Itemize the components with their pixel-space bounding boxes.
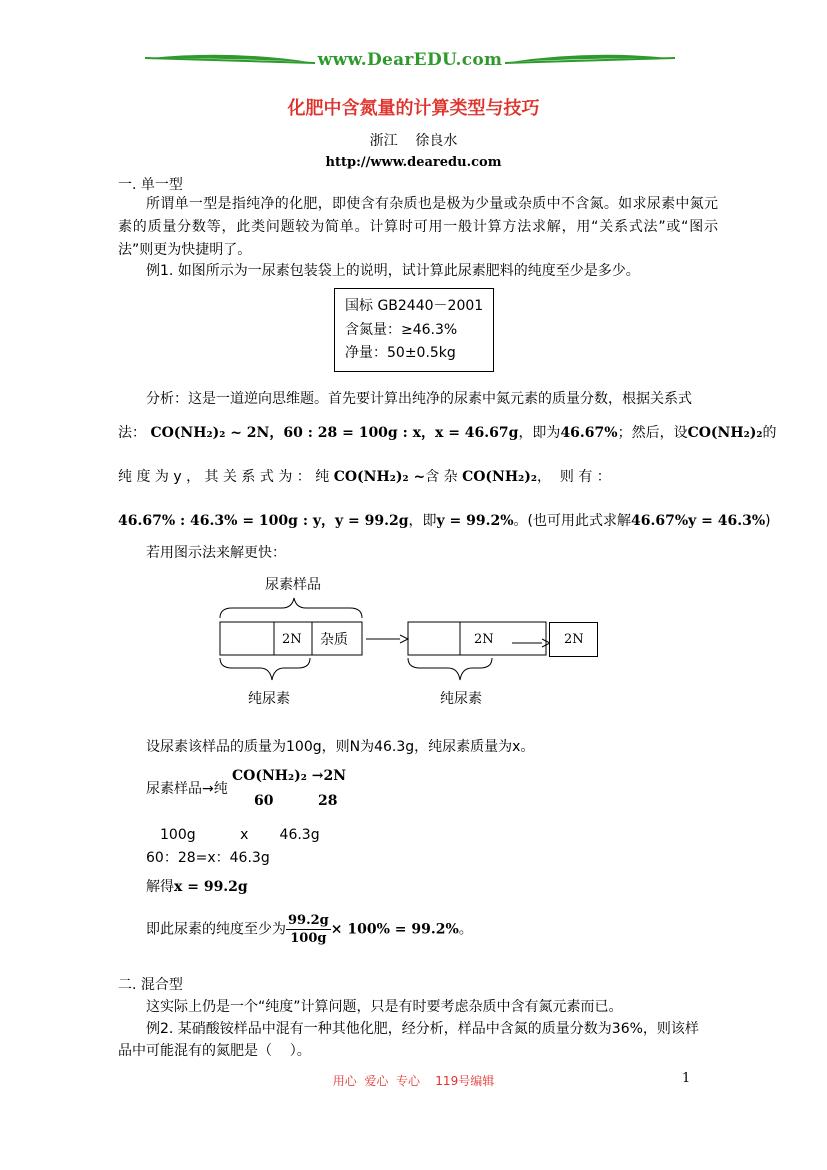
final-2n-box (549, 622, 598, 657)
page-number: 1 (682, 1071, 691, 1086)
relation-prefix: 尿素样品→纯 (146, 781, 228, 797)
fraction-denominator: 100g (290, 931, 327, 946)
analysis-text: 的 (762, 425, 777, 441)
formula-result: y = 99.2% (436, 513, 514, 529)
analysis-text: 法： (118, 425, 146, 441)
analysis-text: ， 则 有 ： (536, 469, 611, 485)
example1-text: 例1. 如图所示为一尿素包装袋上的说明，试计算此尿素肥料的纯度至少是多少。 (146, 263, 640, 279)
section2-paragraph: 这实际上仍是一个“纯度”计算问题，只是有时要考虑杂质中含有氮元素而已。 (146, 999, 623, 1015)
analysis-line-4 (118, 512, 771, 530)
value-row: 100g x 46.3g (160, 827, 320, 843)
formula-value: 46.67% (560, 425, 618, 441)
analysis-text: ) (765, 513, 771, 529)
formula-proportion: 46.67% : 46.3% = 100g : y，y = 99.2g (118, 513, 409, 529)
solve-value: x = 99.2g (174, 879, 248, 895)
final-cell-2n: 2N (564, 632, 584, 647)
formula-relation: CO(NH₂)₂ ~ 2N，60 : 28 = 100g : x，x = 46.67g (150, 425, 519, 441)
section2-heading: 二. 混合型 (118, 977, 183, 993)
author-line: 浙江 徐良水 (369, 133, 458, 149)
formula-urea: CO(NH₂)₂ ~ (333, 469, 426, 485)
label-nitrogen: 含氮量：≥46.3% (345, 322, 458, 338)
ratio-line: 60：28=x：46.3g (146, 850, 270, 866)
section1-paragraph: 所谓单一型是指纯净的化肥，即使含有杂质也是极为少量或杂质中不含氮。如求尿素中氮元素的质量分数等，此类问题较为简单。计算时可用一般计算方法求解，用“关系式法”或“图示法”则更为快捷明了。 (118, 196, 718, 258)
purity-line (146, 912, 473, 947)
solve-prefix: 解得 (146, 879, 174, 895)
purity-fraction (286, 912, 331, 947)
header-site[interactable]: www.DearEDU.com (317, 50, 503, 70)
example2-line-2: 品中可能混有的氮肥是（ ）。 (118, 1043, 311, 1059)
fraction-numerator: 99.2g (288, 913, 329, 928)
analysis-text: 含 杂 (425, 469, 458, 485)
relation-formula: CO(NH₂)₂ →2N (232, 768, 347, 784)
analysis-text: 纯 度 为 y ， 其 关 系 式 为 ： 纯 (118, 469, 330, 485)
example2-line-1: 例2. 某硝酸铵样品中混有一种其他化肥，经分析，样品中含氮的质量分数为36%，则该样 (146, 1021, 699, 1037)
analysis-text: 。(也可用此式求解 (513, 513, 631, 529)
diagram-intro: 若用图示法来解更快： (146, 545, 286, 561)
analysis-text: ；然后，设 (617, 425, 688, 441)
header-banner (140, 48, 680, 74)
analysis-text: ，即为 (518, 425, 561, 441)
diagram-arrow-2 (512, 634, 550, 646)
label-net-weight: 净量：50±0.5kg (345, 345, 456, 361)
purity-prefix: 即此尿素的纯度至少为 (146, 921, 286, 938)
purity-result: × 100% = 99.2% (330, 921, 459, 938)
pure-cell-2n: 2N (474, 632, 494, 647)
analysis-text: ，即 (408, 513, 437, 529)
sample-label: 尿素样品 (265, 577, 321, 593)
fertilizer-label-box (334, 288, 494, 372)
page-title: 化肥中含氮量的计算类型与技巧 (287, 98, 540, 119)
analysis-line-3 (118, 468, 710, 486)
analysis-line-2 (118, 424, 776, 442)
solve-line (146, 878, 248, 896)
source-url[interactable]: http://www.dearedu.com (325, 155, 502, 170)
pure-label-1: 纯尿素 (248, 691, 290, 707)
relation-mass-60: 60 (254, 793, 274, 809)
analysis-line-1: 分析：这是一道逆向思维题。首先要计算出纯净的尿素中氮元素的质量分数，根据关系式 (146, 391, 692, 407)
formula-urea: CO(NH₂)₂ (462, 469, 537, 485)
pure-label-2: 纯尿素 (440, 691, 482, 707)
relation-mass-28: 28 (318, 793, 338, 809)
section1-heading: 一. 单一型 (118, 177, 183, 193)
sample-cell-impurity: 杂质 (320, 632, 348, 648)
purity-end: 。 (458, 921, 473, 938)
formula-urea: CO(NH₂)₂ (687, 425, 763, 441)
sample-cell-2n: 2N (282, 632, 302, 647)
footer-slogan: 用心 爱心 专心 119号编辑 (332, 1074, 495, 1088)
let-statement: 设尿素该样品的质量为100g，则N为46.3g，纯尿素质量为x。 (146, 739, 535, 755)
formula-alt: 46.67%y = 46.3% (630, 513, 766, 529)
label-standard: 国标 GB2440－2001 (345, 298, 484, 314)
